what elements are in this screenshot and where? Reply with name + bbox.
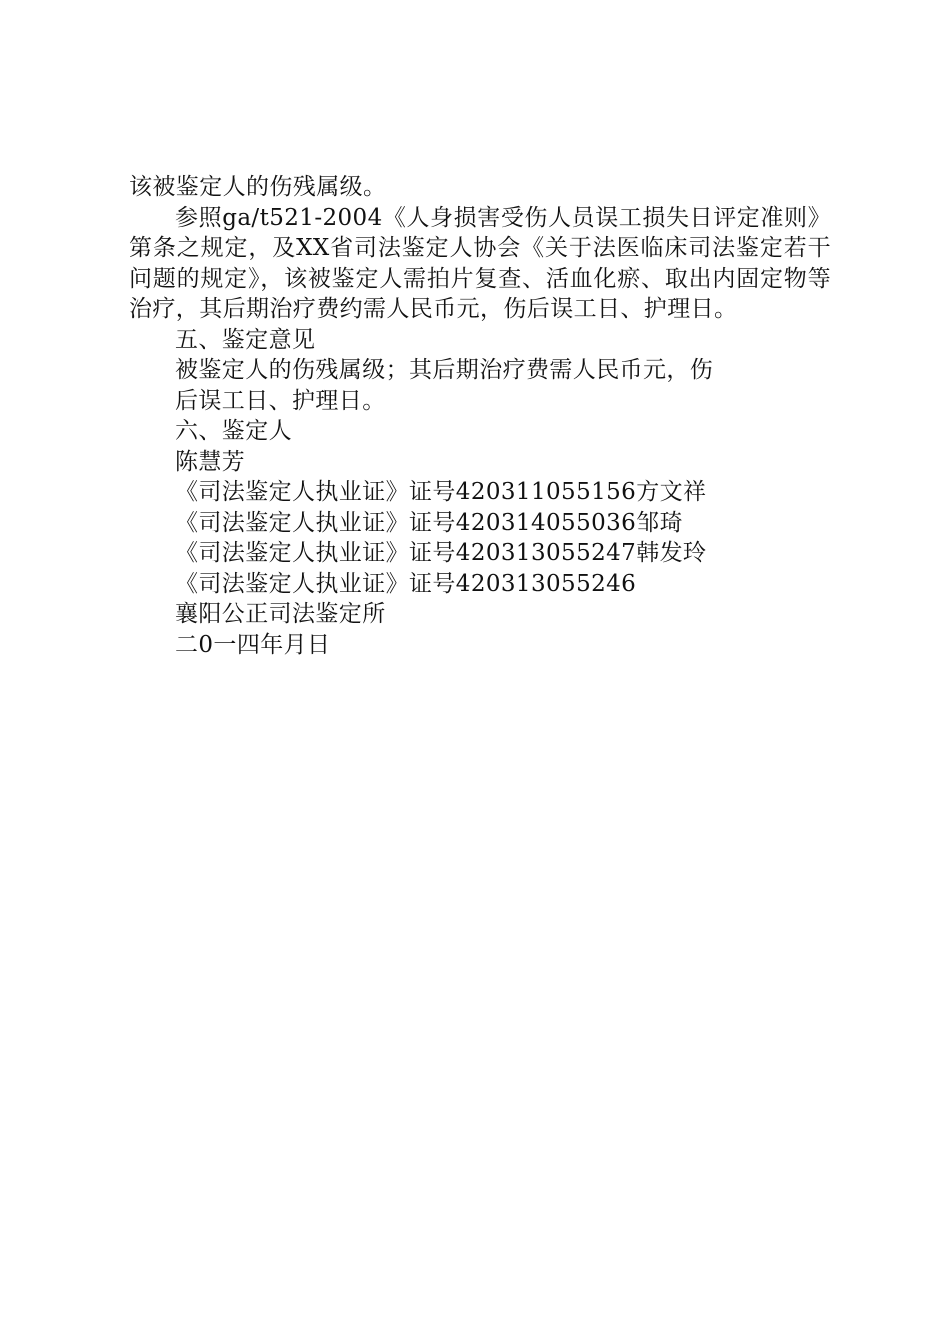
opinion-line-2: 后误工日、护理日。 (175, 387, 386, 414)
examiner-name: 陈慧芳 (175, 448, 246, 475)
reference-paragraph: 参照ga/t521-2004《人身损害受伤人员误工损失日评定准则》第条之规定，及XX省司法鉴定人协会《关于法医临床司法鉴定若干问题的规定》，该被鉴定人需拍片复查、活血化瘀、取出内固定物等治疗，其后期治疗费约需人民币元，伤后误工日、护理日。 (129, 204, 831, 322)
section-examiners-heading: 六、鉴定人 (175, 418, 292, 444)
institution-name: 襄阳公正司法鉴定所 (175, 601, 386, 627)
certificate-line: 《司法鉴定人执业证》证号420314055036邹琦 (175, 509, 683, 536)
section-opinion-heading: 五、鉴定意见 (175, 326, 316, 353)
certificate-line: 《司法鉴定人执业证》证号420311055156方文祥 (175, 479, 707, 505)
certificate-line: 《司法鉴定人执业证》证号420313055246 (175, 570, 637, 597)
disability-grade-line: 该被鉴定人的伤残属级。 (129, 174, 387, 200)
document-date: 二0一四年月日 (175, 631, 331, 658)
certificate-line: 《司法鉴定人执业证》证号420313055247韩发玲 (175, 540, 707, 566)
opinion-line-1: 被鉴定人的伤残属级；其后期治疗费需人民币元，伤 (175, 357, 714, 383)
document-body (129, 172, 831, 660)
